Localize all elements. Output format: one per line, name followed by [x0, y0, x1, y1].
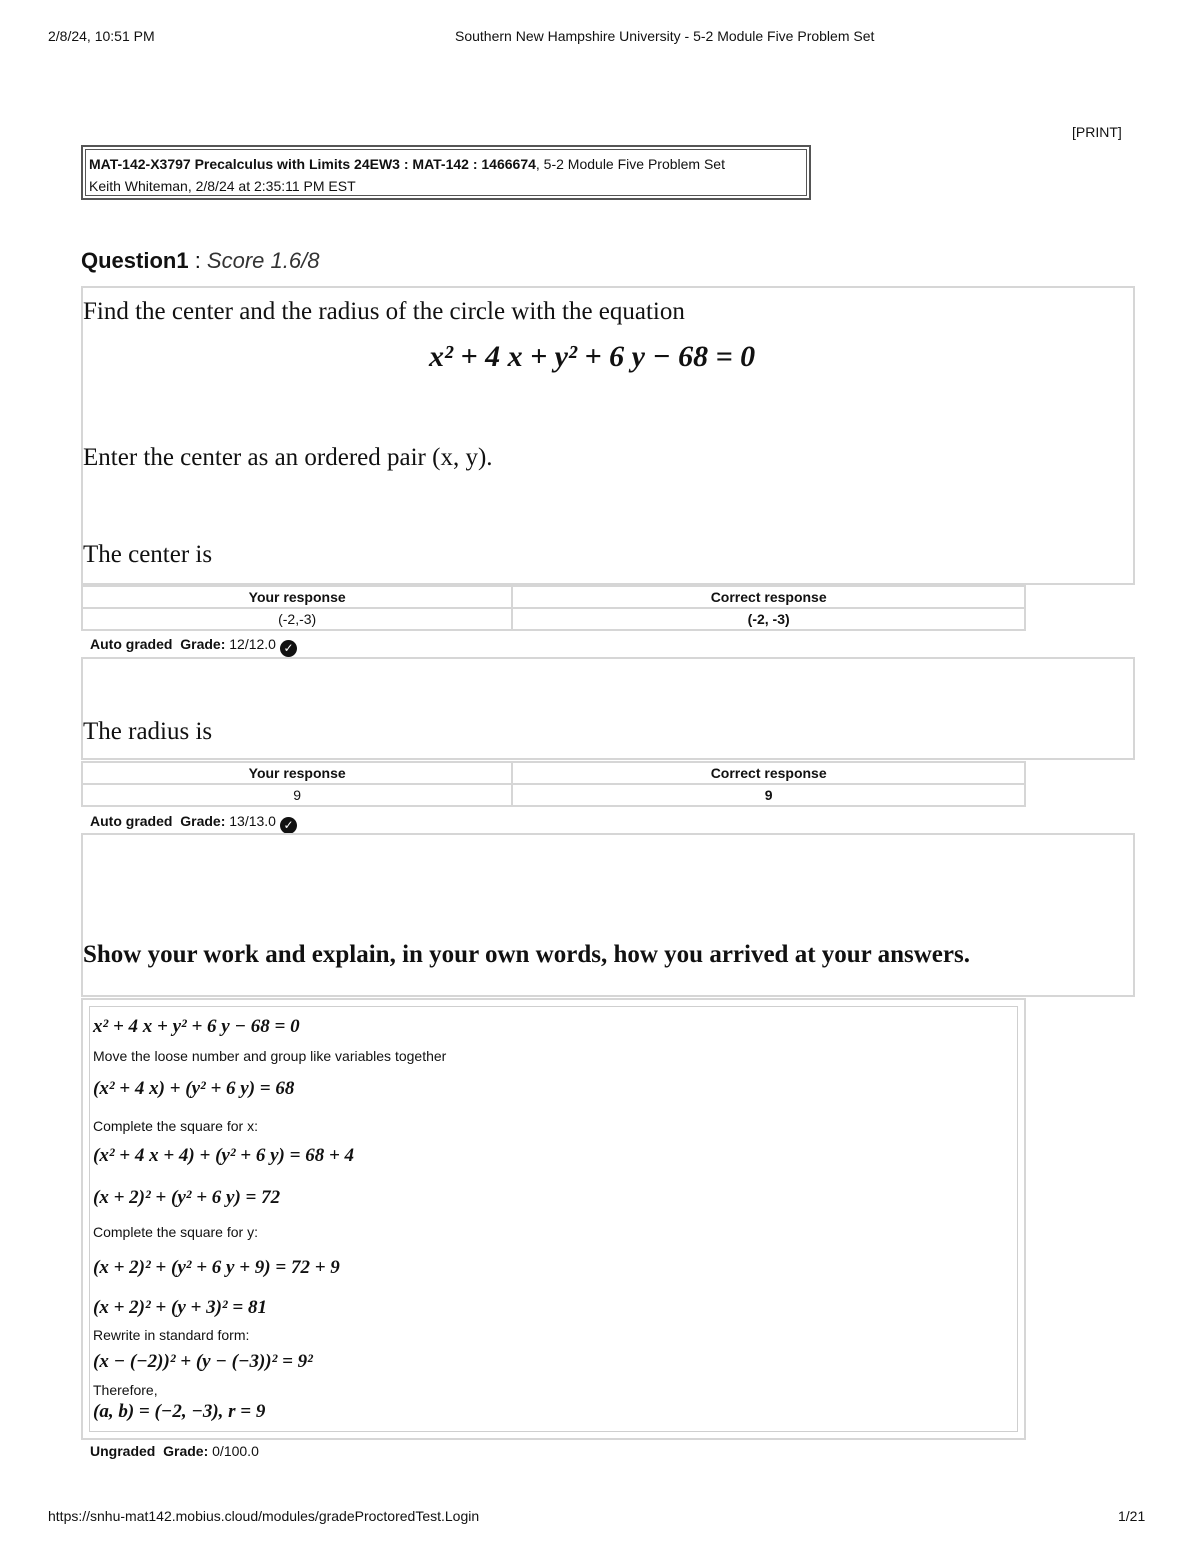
your-response-center: (-2,-3): [82, 608, 512, 630]
graded-type: Ungraded: [90, 1443, 156, 1459]
grade-label: Grade:: [180, 813, 226, 829]
grade-value: 12/12.0: [229, 636, 276, 652]
your-response-radius: 9: [82, 784, 512, 806]
print-url: https://snhu-mat142.mobius.cloud/modules/gradeProctoredTest.Login: [48, 1508, 480, 1524]
radius-prompt-box: [81, 657, 1135, 760]
radius-response-table: [81, 761, 1026, 807]
student-line: Keith Whiteman, 2/8/24 at 2:35:11 PM EST: [89, 178, 356, 194]
work-line: Rewrite in standard form:: [93, 1327, 250, 1343]
course-info-box: [81, 145, 811, 200]
work-line: x² + 4 x + y² + 6 y − 68 = 0: [93, 1016, 300, 1037]
your-response-header: Your response: [82, 762, 512, 784]
prompt-line-2: Enter the center as an ordered pair (x, y).: [83, 444, 493, 471]
center-response-table: [81, 585, 1026, 631]
grade-row-center: [90, 636, 297, 657]
radius-prompt: The radius is: [83, 718, 213, 745]
work-line: (x + 2)² + (y² + 6 y) = 72: [93, 1187, 281, 1208]
work-line: Complete the square for y:: [93, 1224, 258, 1240]
grade-value: 13/13.0: [229, 813, 276, 829]
work-line: (x² + 4 x) + (y² + 6 y) = 68: [93, 1078, 295, 1099]
check-circle-icon: ✓: [280, 817, 297, 834]
course-line: [89, 153, 803, 175]
work-line: Complete the square for x:: [93, 1118, 258, 1134]
work-line: (a, b) = (−2, −3), r = 9: [93, 1401, 266, 1422]
correct-response-header: Correct response: [512, 586, 1025, 608]
graded-type: Auto graded: [90, 636, 173, 652]
work-line: (x + 2)² + (y + 3)² = 81: [93, 1297, 267, 1318]
grade-value: 0/100.0: [212, 1443, 259, 1459]
correct-response-header: Correct response: [512, 762, 1025, 784]
assignment-name: , 5-2 Module Five Problem Set: [535, 156, 725, 172]
grade-row-radius: [90, 813, 297, 834]
course-name: MAT-142-X3797 Precalculus with Limits 24EW3 : MAT-142 : 1466674: [89, 156, 536, 172]
work-prompt: Show your work and explain, in your own words, how you arrived at your answers.: [83, 941, 970, 968]
question-label: Question1: [81, 248, 189, 273]
work-prompt-box: [81, 833, 1135, 997]
your-response-header: Your response: [82, 586, 512, 608]
work-response-content: [89, 1006, 1018, 1432]
grade-label: Grade:: [163, 1443, 209, 1459]
center-prompt: The center is: [83, 541, 213, 568]
check-circle-icon: ✓: [280, 640, 297, 657]
work-line: (x − (−2))² + (y − (−3))² = 9²: [93, 1351, 313, 1372]
correct-response-center: (-2, -3): [512, 608, 1025, 630]
circle-equation: x² + 4 x + y² + 6 y − 68 = 0: [429, 340, 756, 373]
prompt-line-1: Find the center and the radius of the circle with the equation: [83, 298, 685, 325]
correct-response-radius: 9: [512, 784, 1025, 806]
print-page-title: Southern New Hampshire University - 5-2 Module Five Problem Set: [455, 28, 875, 44]
work-line: Therefore,: [93, 1382, 158, 1398]
grade-label: Grade:: [180, 636, 226, 652]
question-prompt-box: [81, 286, 1135, 585]
work-line: Move the loose number and group like variables together: [93, 1048, 447, 1064]
work-response-box: [81, 998, 1026, 1440]
grade-row-work: [90, 1443, 259, 1459]
question-heading: [81, 248, 319, 274]
question-colon: :: [188, 248, 207, 273]
work-line: (x + 2)² + (y² + 6 y + 9) = 72 + 9: [93, 1257, 340, 1278]
work-line: (x² + 4 x + 4) + (y² + 6 y) = 68 + 4: [93, 1145, 355, 1166]
graded-type: Auto graded: [90, 813, 173, 829]
print-page-number: 1/21: [1118, 1508, 1146, 1524]
print-datetime: 2/8/24, 10:51 PM: [48, 28, 155, 44]
print-link[interactable]: [PRINT]: [1072, 124, 1122, 140]
question-score: Score 1.6/8: [206, 248, 320, 273]
